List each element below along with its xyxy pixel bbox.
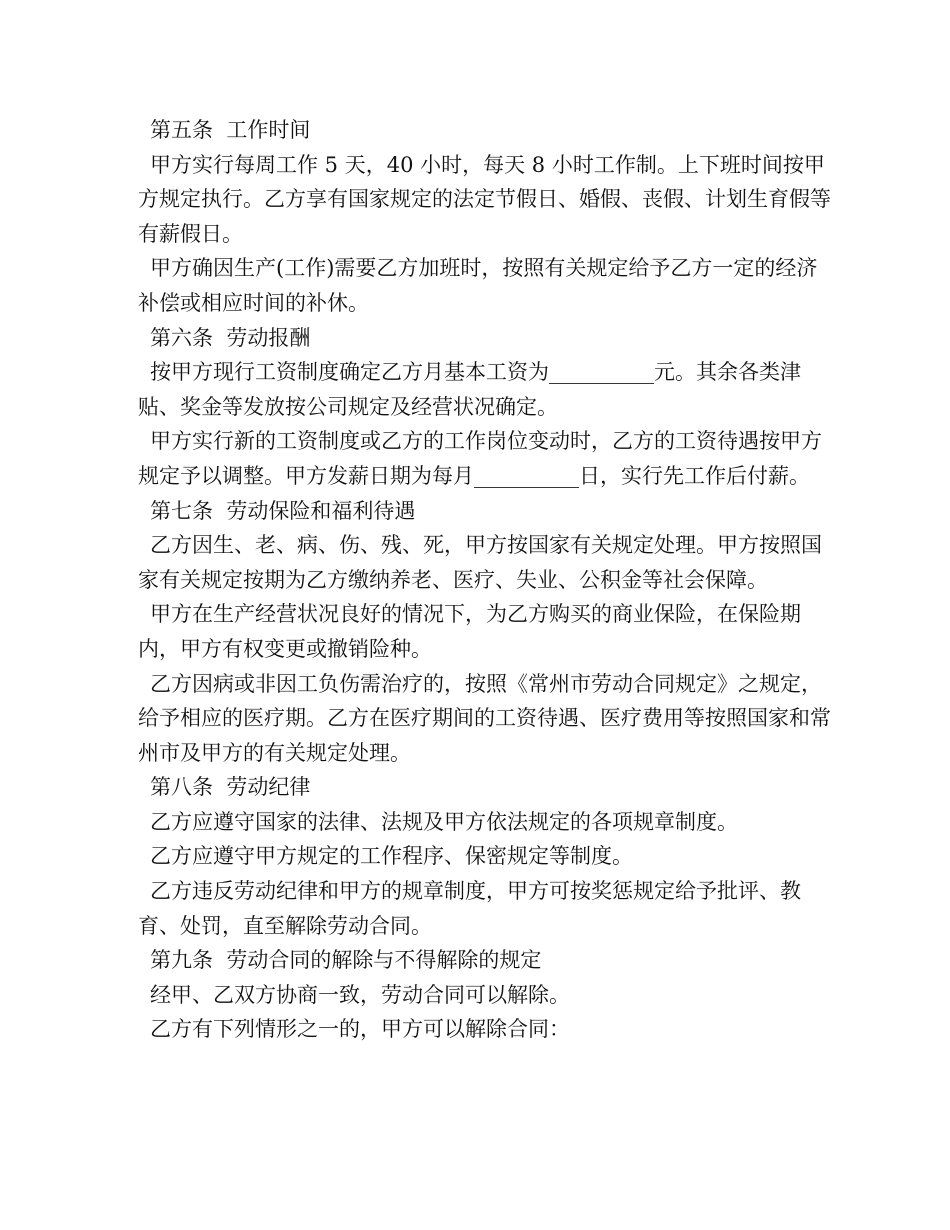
paragraph: 乙方应遵守甲方规定的工作程序、保密规定等制度。 (150, 844, 633, 869)
section-heading: 第六条 劳动报酬 (150, 325, 311, 350)
paragraph: 乙方应遵守国家的法律、法规及甲方依法规定的各项规章制度。 (150, 809, 738, 834)
document-body (138, 113, 838, 1047)
paragraph: 乙方有下列情形之一的，甲方可以解除合同： (150, 1017, 570, 1042)
section-heading: 第八条 劳动纪律 (150, 775, 311, 800)
section-9 (138, 943, 838, 1047)
section-heading: 第七条 劳动保险和福利待遇 (150, 498, 416, 523)
paragraph: 甲方在生产经营状况良好的情况下，为乙方购买的商业保险，在保险期内，甲方有权变更或撤销险种。 (138, 602, 801, 661)
section-heading: 第九条 劳动合同的解除与不得解除的规定 (150, 948, 542, 973)
paragraph: 按甲方现行工资制度确定乙方月基本工资为__________元。其余各类津贴、奖金等发放按公司规定及经营状况确定。 (138, 360, 801, 419)
section-5 (138, 113, 838, 321)
section-8 (138, 770, 838, 943)
paragraph: 乙方违反劳动纪律和甲方的规章制度，甲方可按奖惩规定给予批评、教育、处罚，直至解除劳动合同。 (138, 879, 801, 938)
paragraph: 甲方实行新的工资制度或乙方的工作岗位变动时，乙方的工资待遇按甲方规定予以调整。甲方发薪日期为每月__________日，实行先工作后付薪。 (138, 429, 822, 488)
paragraph: 乙方因生、老、病、伤、残、死，甲方按国家有关规定处理。甲方按照国家有关规定按期为乙方缴纳养老、医疗、失业、公积金等社会保障。 (138, 533, 822, 592)
paragraph: 经甲、乙双方协商一致，劳动合同可以解除。 (150, 982, 570, 1007)
section-6 (138, 321, 838, 494)
paragraph: 乙方因病或非因工负伤需治疗的，按照《常州市劳动合同规定》之规定，给予相应的医疗期。乙方在医疗期间的工资待遇、医疗费用等按照国家和常州市及甲方的有关规定处理。 (138, 671, 831, 765)
section-7 (138, 494, 838, 771)
paragraph: 甲方确因生产(工作)需要乙方加班时，按照有关规定给予乙方一定的经济补偿或相应时间的补休。 (138, 256, 818, 315)
section-heading: 第五条 工作时间 (150, 118, 311, 142)
paragraph: 甲方实行每周工作 5 天，40 小时，每天 8 小时工作制。上下班时间按甲方规定执行。乙方享有国家规定的法定节假日、婚假、丧假、计划生育假等有薪假日。 (138, 152, 831, 246)
